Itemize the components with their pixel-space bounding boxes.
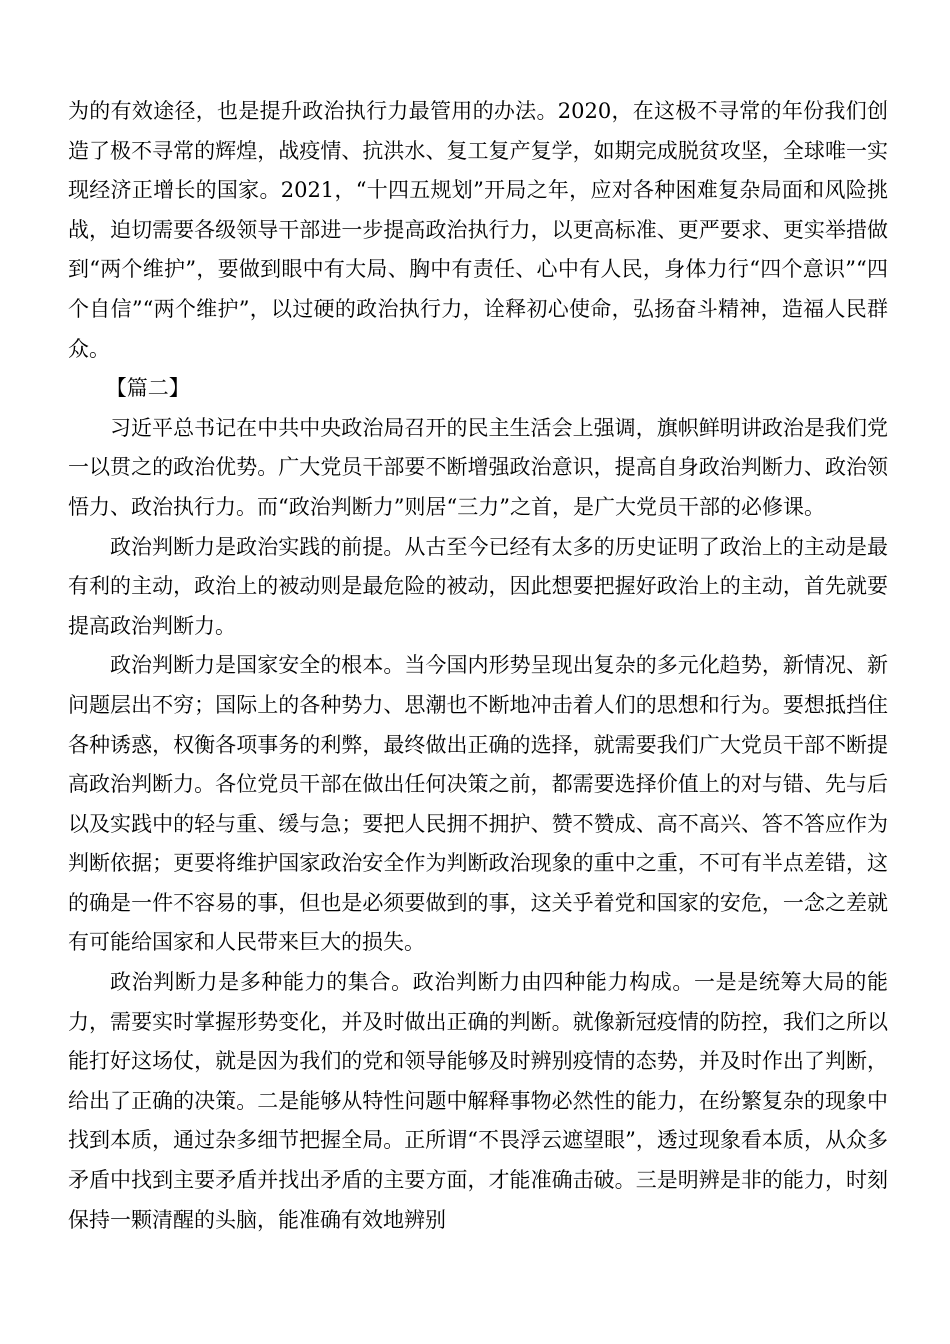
body-paragraph-4: 政治判断力是多种能力的集合。政治判断力由四种能力构成。一是是统筹大局的能力，需要实时掌握形势变化，并及时做出正确的判断。就像新冠疫情的防控，我们之所以能打好这场仗，就是因为我们的党和领导能够及时辨别疫情的态势，并及时作出了判断，给出了正确的决策。二是能够从特性问题中解释事物必然性的能力，在纷繁复杂的现象中找到本质，通过杂多细节把握全局。正所谓“不畏浮云遮望眼”，透过现象看本质，从众多矛盾中找到主要矛盾并找出矛盾的主要方面，才能准确击破。三是明辨是非的能力，时刻保持一颗清醒的头脑，能准确有效地辨别 bbox=[68, 970, 888, 1232]
continuation-paragraph: 为的有效途径，也是提升政治执行力最管用的办法。2020，在这极不寻常的年份我们创造了极不寻常的辉煌，战疫情、抗洪水、复工复产复学，如期完成脱贫攻坚，全球唯一实现经济正增长的国家。2021，“十四五规划”开局之年，应对各种困难复杂局面和风险挑战，迫切需要各级领导干部进一步提高政治执行力，以更高标准、更严要求、更实举措做到“两个维护”，要做到眼中有大局、胸中有责任、心中有人民，身体力行“四个意识”“四个自信”“两个维护”，以过硬的政治执行力，诠释初心使命，弘扬奋斗精神，造福人民群众。 bbox=[68, 99, 888, 361]
body-paragraph-1: 习近平总书记在中共中央政治局召开的民主生活会上强调，旗帜鲜明讲政治是我们党一以贯之的政治优势。广大党员干部要不断增强政治意识，提高自身政治判断力、政治领悟力、政治执行力。而“政治判断力”则居“三力”之首，是广大党员干部的必修课。 bbox=[68, 415, 888, 519]
body-paragraph-2: 政治判断力是政治实践的前提。从古至今已经有太多的历史证明了政治上的主动是最有利的主动，政治上的被动则是最危险的被动，因此想要把握好政治上的主动，首先就要提高政治判断力。 bbox=[68, 534, 888, 638]
section-heading: 【篇二】 bbox=[105, 376, 190, 401]
document-body bbox=[68, 92, 888, 1240]
body-paragraph-3: 政治判断力是国家安全的根本。当今国内形势呈现出复杂的多元化趋势，新情况、新问题层出不穷；国际上的各种势力、思潮也不断地冲击着人们的思想和行为。要想抵挡住各种诱惑，权衡各项事务的利弊，最终做出正确的选择，就需要我们广大党员干部不断提高政治判断力。各位党员干部在做出任何决策之前，都需要选择价值上的对与错、先与后以及实践中的轻与重、缓与急；要把人民拥不拥护、赞不赞成、高不高兴、答不答应作为判断依据；更要将维护国家政治安全作为判断政治现象的重中之重，不可有半点差错，这的确是一件不容易的事，但也是必须要做到的事，这关乎着党和国家的安危，一念之差就有可能给国家和人民带来巨大的损失。 bbox=[68, 653, 888, 955]
